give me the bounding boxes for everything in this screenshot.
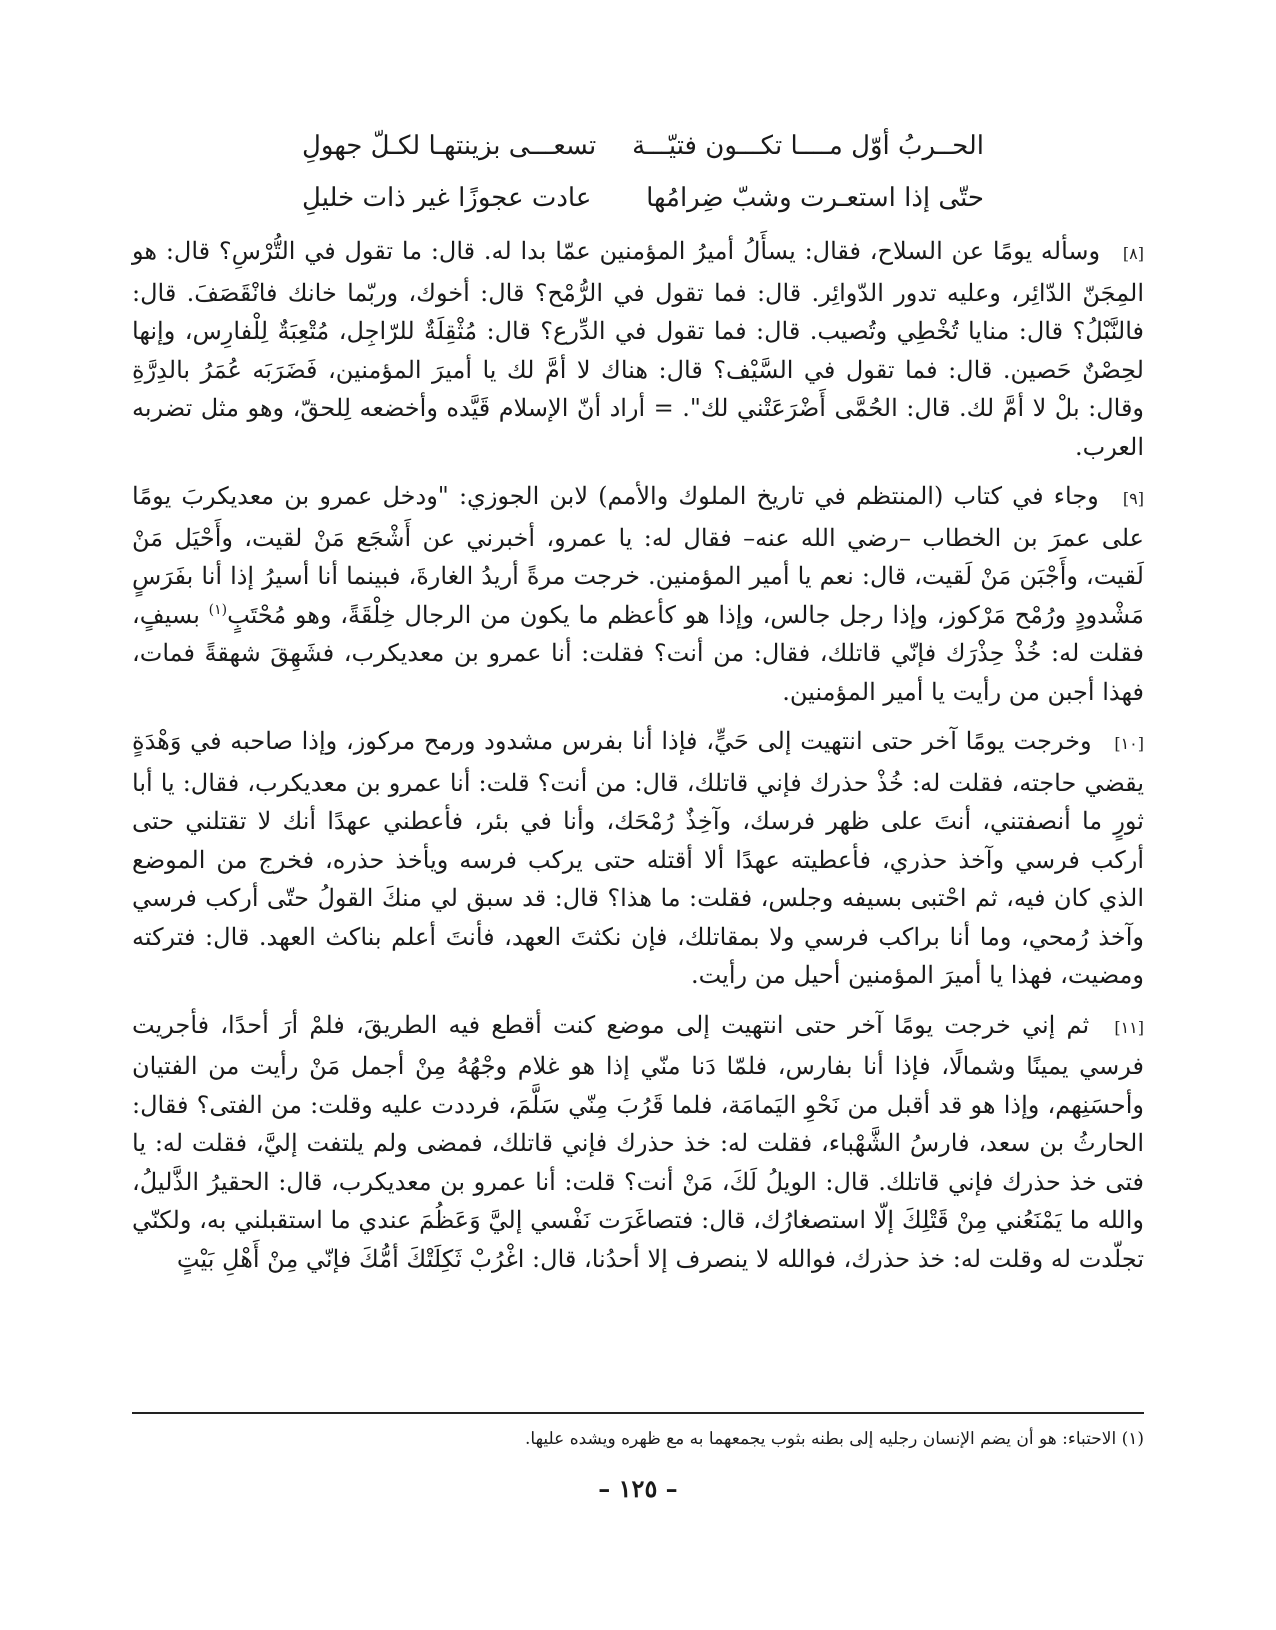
verse-1-second-hemistich: تسعـــى بزينتهـا لكـلّ جهولِ (302, 131, 597, 161)
paragraph-text: وخرجت يومًا آخر حتى انتهيت إلى حَيٍّ، فإذا أنا بفرس مشدود ورمح مركوز، وإذا صاحبه في وَهْدَةٍ يقضي حاجته، فقلت له: خُذْ حذرك فإني قاتلك، قال: من أنت؟ قلت: أنا عمرو بن معديكرب، فقال: يا أبا ثورٍ ما أنصفتني، أنتَ على ظهر فرسك، وآخِذٌ رُمْحَك، وأنا في بئر، فأعطني عهدًا أنك لا تقتلني حتى أركب فرسي وآخذ حذري، فأعطيته عهدًا ألا أقتله حتى يركب فرسه ويأخذ حذره، فخرج من الموضع الذي كان فيه، ثم احْتبى بسيفه وجلس، فقلت: ما هذا؟ قال: قد سبق لي منكَ القولُ حتّى أركب فرسي وآخذ رُمحي، وما أنا براكب فرسي ولا بمقاتلك، فإن نكثتَ العهد، فأنتَ أعلم بناكث العهد. قال: فتركته ومضيت، فهذا يا أميرَ المؤمنين أحيل من رأيت. (132, 727, 1145, 989)
footnote-divider (132, 1412, 1144, 1414)
paragraph-10 (132, 722, 1144, 995)
paragraph-number: [٩] (1122, 489, 1144, 508)
footnote: (١) الاحتباء: هو أن يضم الإنسان رجليه إلى بطنه بثوب يجمعهما به مع ظهره ويشده عليها. (525, 1429, 1144, 1449)
paragraph-number: [٨] (1122, 244, 1144, 263)
paragraph-text-continued: بسيفٍ، فقلت له: خُذْ حِذْرَك فإنّي قاتلك، فقال: من أنت؟ فقلت: أنا عمرو بن معديكرب، فشَهِقَ شهقةً فمات، فهذا أجبن من رأيت يا أمير المؤمنين. (132, 600, 1144, 706)
page-number: – ١٢٥ – (598, 1474, 678, 1503)
verse-2-first-hemistich: حتّى إذا استعـرت وشبّ ضِرامُها (646, 183, 984, 213)
verse-2-second-hemistich: عادت عجوزًا غير ذات خليلِ (302, 183, 592, 213)
paragraph-11 (132, 1006, 1144, 1279)
paragraph-text: وسأله يومًا عن السلاح، فقال: يسأَلُ أميرُ المؤمنين عمّا بدا له. قال: ما تقول في التُّرْسِ؟ قال: هو المِجَنّ الدّائِر، وعليه تدور الدّوائِر. قال: فما تقول في الرُّمْح؟ قال: أخوك، وربّما خانك فانْقَصَفَ. قال: فالنَّبْلُ؟ قال: منايا تُخْطِي وتُصيب. قال: فما تقول في الدِّرع؟ قال: مُثْقِلَةٌ للرّاجِل، مُتْعِبَةٌ لِلْفارِس، وإنها لحِصْنٌ حَصين. قال: فما تقول في السَّيْف؟ قال: هناك لا أمَّ لك يا أميرَ المؤمنين، فَضَرَبَه عُمَرُ بالدِرَّةِ وقال: بلْ لا أمَّ لك. قال: الحُمَّى أَضْرَعَتْني لك". = أراد أنّ الإسلام قَيَّده وأخضعه لِلحقّ، وهو مثل تضربه العرب. (132, 237, 1145, 461)
paragraph-9 (132, 477, 1144, 711)
paragraph-text: وجاء في كتاب (المنتظم في تاريخ الملوك والأمم) لابن الجوزي: "ودخل عمرو بن معديكربَ يومًا على عمرَ بن الخطاب –رضي الله عنه– فقال له: يا عمرو، أخبرني عن أَشْجَع مَنْ لقيت، وأَحْيَل مَنْ لَقيت، وأَجْبَن مَنْ لَقيت، قال: نعم يا أمير المؤمنين. خرجت مرةً أريدُ الغارةَ، فبينما أنا أسيرُ إذا أنا بفَرَسٍ مَشْدودٍ ورُمْح مَرْكوز، وإذا رجل جالس، وإذا هو كأعظم ما يكون من الرجال خِلْقَةً، وهو مُحْتَبٍ (132, 482, 1145, 629)
verse-1-first-hemistich: الحــربُ أوّل مــــا تكـــون فتيّـــة (632, 131, 984, 161)
book-page (132, 120, 1144, 1600)
poetry-verses (132, 120, 1144, 224)
paragraph-text: ثم إني خرجت يومًا آخر حتى انتهيت إلى موضع كنت أقطع فيه الطريقَ، فلمْ أرَ أحدًا، فأجريت فرسي يمينًا وشمالًا، فإذا أنا بفارس، فلمّا دَنا منّي إذا هو غلام وجْهُهُ مِنْ أجمل مَنْ رأيت من الفتيان وأحسَنِهم، وإذا هو قد أقبل من نَحْوِ اليَمامَة، فلما قَرُبَ مِنّي سَلَّمَ، فرددت عليه وقلت: من الفتى؟ فقال: الحارثُ بن سعد، فارسُ الشَّهْباء، فقلت له: خذ حذرك فإني قاتلك، فمضى ولم يلتفت إليَّ، فقلت له: يا فتى خذ حذرك فإني قاتلك. قال: الويلُ لَكَ، مَنْ أنت؟ قلت: أنا عمرو بن معديكرب، قال: الحقيرُ الذَّليلُ، والله ما يَمْنَعُني مِنْ قَتْلِكَ إلّا استصغارُك، قال: فتصاغَرَت نَفْسي إليَّ وَعَظُمَ عندي ما استقبلني به، ولكنّي تجلّدت له وقلت له: خذ حذرك، فوالله لا ينصرف إلا أحدُنا، قال: اغْرُبْ ثَكِلَتْكَ أمُّكَ فإنّي مِنْ أَهْلِ بَيْتٍ (132, 1010, 1144, 1273)
paragraph-number: [١١] (1114, 1017, 1144, 1037)
footnote-reference[interactable]: (١) (208, 601, 228, 618)
paragraph-number: [١٠] (1114, 734, 1144, 753)
paragraph-8 (132, 232, 1144, 466)
